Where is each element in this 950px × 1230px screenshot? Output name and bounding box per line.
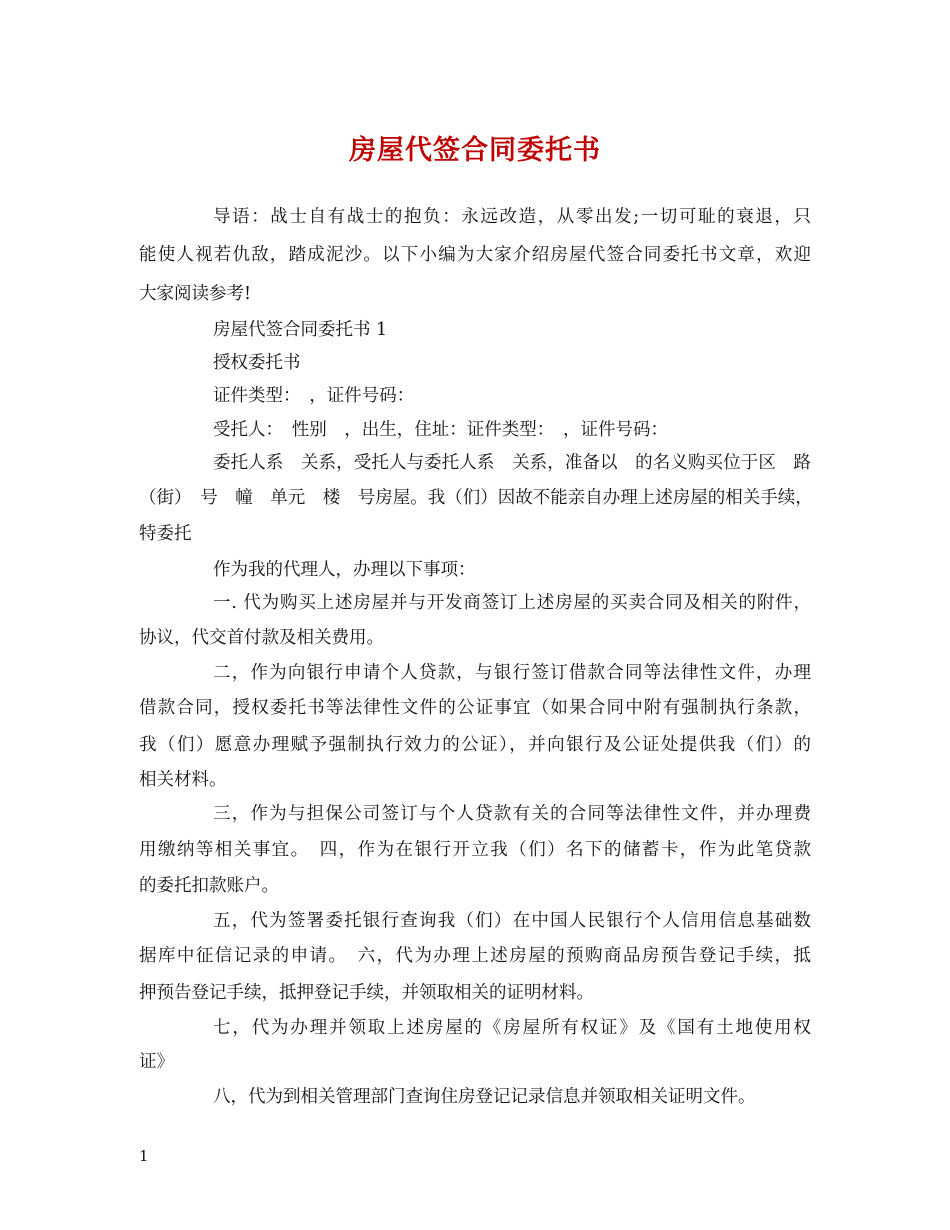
text-line: 授权委托书 [213, 353, 301, 373]
text-line: 押预告登记手续，抵押登记手续，并领取相关的证明材料。 [139, 983, 594, 1003]
text-line: 证》 [139, 1052, 174, 1072]
text-line: 一. 代为购买上述房屋并与开发商签订上述房屋的买卖合同及相关的附件， [213, 593, 811, 613]
text-line: 委托人系 关系，受托人与委托人系 关系，准备以 的名义购买位于区 路 [213, 453, 811, 473]
text-line: 的委托扣款账户。 [139, 876, 279, 896]
text-line: 用缴纳等相关事宜。 四，作为在银行开立我（们）名下的储蓄卡，作为此笔贷款 [139, 840, 811, 860]
document-title: 房屋代签合同委托书 [349, 135, 601, 166]
text-line: 二，作为向银行申请个人贷款，与银行签订借款合同等法律性文件，办理 [213, 663, 811, 683]
text-line: 大家阅读参考! [139, 284, 252, 304]
text-line: 协议，代交首付款及相关费用。 [139, 628, 384, 648]
text-line: 七，代为办理并领取上述房屋的《房屋所有权证》及《国有土地使用权 [213, 1018, 811, 1038]
text-line: 据库中征信记录的申请。 六，代为办理上述房屋的预购商品房预告登记手续，抵 [139, 946, 811, 966]
text-line: 证件类型： ，证件号码： [213, 386, 415, 406]
text-line: 五，代为签署委托银行查询我（们）在中国人民银行个人信用信息基础数 [213, 911, 811, 931]
text-line: 八，代为到相关管理部门查询住房登记记录信息并领取相关证明文件。 [213, 1087, 756, 1107]
text-line: 能使人视若仇敌，踏成泥沙。以下小编为大家介绍房屋代签合同委托书文章，欢迎 [139, 245, 811, 265]
text-line: 房屋代签合同委托书 1 [213, 320, 388, 340]
text-line: 相关材料。 [139, 770, 227, 790]
page-number: 1 [139, 1147, 149, 1165]
text-line: 三，作为与担保公司签订与个人贷款有关的合同等法律性文件，并办理费 [213, 804, 811, 824]
text-line: 受托人： 性别 ，出生，住址：证件类型： ，证件号码： [213, 420, 668, 440]
text-line: 导语：战士自有战士的抱负：永远改造，从零出发;一切可耻的衰退，只 [213, 207, 811, 227]
text-line: 借款合同，授权委托书等法律性文件的公证事宜（如果合同中附有强制执行条款， [139, 698, 811, 718]
text-line: 特委托 [139, 524, 192, 544]
text-line: 作为我的代理人，办理以下事项： [213, 560, 476, 580]
text-line: 我（们）愿意办理赋予强制执行效力的公证），并向银行及公证处提供我（们）的 [139, 735, 811, 755]
text-line: （街） 号 幢 单元 楼 号房屋。我（们）因故不能亲自办理上述房屋的相关手续， [139, 488, 813, 508]
